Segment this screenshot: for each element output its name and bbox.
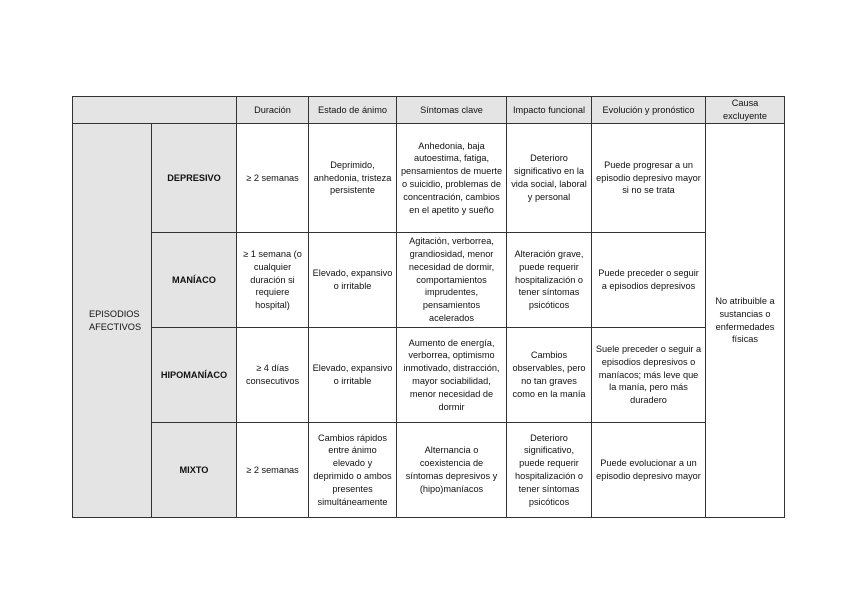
mood-cell: Elevado, expansivo o irritable (309, 233, 397, 328)
impact-cell: Alteración grave, puede requerir hospitalización o tener síntomas psicóticos (507, 233, 592, 328)
impact-cell: Deterioro significativo, puede requerir hospitalización o tener síntomas psicóticos (507, 423, 592, 518)
duration-cell: ≥ 4 días consecutivos (237, 328, 309, 423)
table-row-depresivo (73, 124, 785, 233)
header-symptoms: Síntomas clave (397, 97, 507, 124)
duration-cell: ≥ 2 semanas (237, 124, 309, 233)
affective-episodes-table (72, 96, 785, 518)
impact-cell: Deterioro significativo en la vida social, laboral y personal (507, 124, 592, 233)
symptoms-cell: Alternancia o coexistencia de síntomas depresivos y (hipo)maníacos (397, 423, 507, 518)
symptoms-cell: Anhedonia, baja autoestima, fatiga, pensamientos de muerte o suicidio, problemas de concentración, cambios en el apetito y sueño (397, 124, 507, 233)
evolution-cell: Suele preceder o seguir a episodios depresivos o maníacos; más leve que la manía, pero más duradero (592, 328, 706, 423)
header-evolution: Evolución y pronóstico (592, 97, 706, 124)
exclusion-cause-cell: No atribuible a sustancias o enfermedades físicas (706, 124, 785, 518)
evolution-cell: Puede evolucionar a un episodio depresivo mayor (592, 423, 706, 518)
mood-cell: Deprimido, anhedonia, tristeza persistente (309, 124, 397, 233)
impact-cell: Cambios observables, pero no tan graves como en la manía (507, 328, 592, 423)
duration-cell: ≥ 1 semana (o cualquier duración si requiere hospital) (237, 233, 309, 328)
header-impact: Impacto funcional (507, 97, 592, 124)
mood-cell: Elevado, expansivo o irritable (309, 328, 397, 423)
duration-cell: ≥ 2 semanas (237, 423, 309, 518)
symptoms-cell: Agitación, verborrea, grandiosidad, menor necesidad de dormir, comportamientos imprudentes, pensamientos acelerados (397, 233, 507, 328)
episode-type-cell: HIPOMANÍACO (152, 328, 237, 423)
table-row-maniaco (73, 233, 785, 328)
header-duration: Duración (237, 97, 309, 124)
episode-type-cell: MIXTO (152, 423, 237, 518)
table-row-mixto (73, 423, 785, 518)
evolution-cell: Puede preceder o seguir a episodios depresivos (592, 233, 706, 328)
episode-type-cell: MANÍACO (152, 233, 237, 328)
mood-cell: Cambios rápidos entre ánimo elevado y deprimido o ambos presentes simultáneamente (309, 423, 397, 518)
evolution-cell: Puede progresar a un episodio depresivo mayor si no se trata (592, 124, 706, 233)
header-cause: Causa excluyente (706, 97, 785, 124)
episode-type-cell: DEPRESIVO (152, 124, 237, 233)
header-blank-cell (73, 97, 237, 124)
header-row (73, 97, 785, 124)
table-row-hipomaniaco (73, 328, 785, 423)
group-label-cell: EPISODIOS AFECTIVOS (73, 124, 152, 518)
symptoms-cell: Aumento de energía, verborrea, optimismo inmotivado, distracción, mayor sociabilidad, menor necesidad de dormir (397, 328, 507, 423)
header-mood: Estado de ánimo (309, 97, 397, 124)
